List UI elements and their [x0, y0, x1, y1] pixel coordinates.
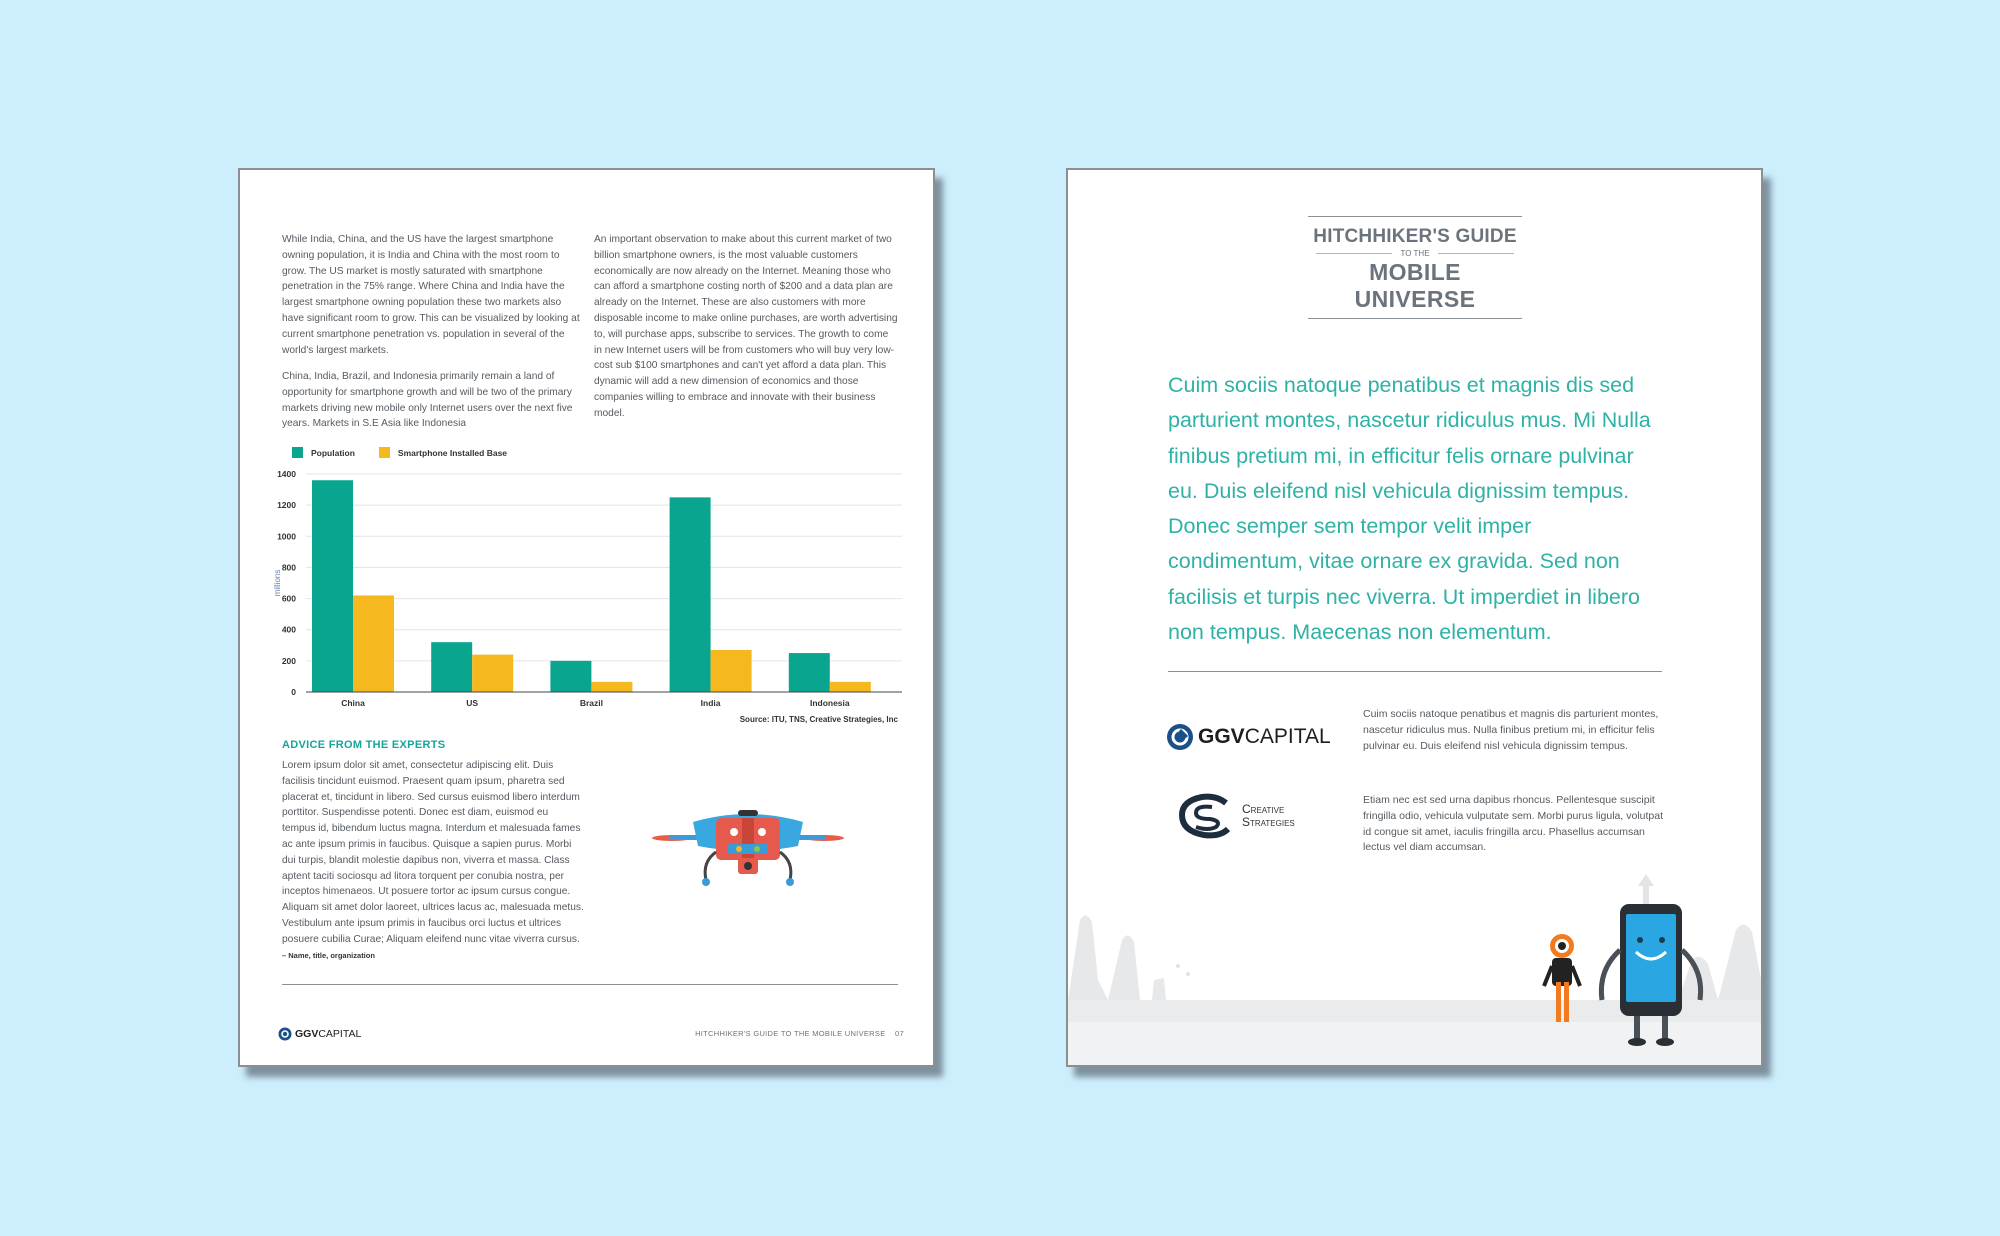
creative-strategies-logo	[1176, 793, 1295, 839]
bar-chart	[270, 466, 910, 716]
title-top: HITCHHIKER'S GUIDE	[1313, 226, 1517, 247]
chart-legend	[292, 447, 531, 458]
y-tick-label: 800	[281, 562, 296, 573]
intro-paragraph-1: While India, China, and the US have the largest smartphone owning population, it is India and China with the most room to grow. The US market is mostly saturated with smartphone penetration in the 75% range. Where China and India have the largest smartphone owning population these two markets also have significant room to grow. This can be visualized by looking at current smartphone penetration vs. population in several of the world's largest markets.	[282, 234, 580, 356]
legend-label-population: Population	[311, 447, 355, 458]
quote-paragraph: Cuim sociis natoque penatibus et magnis dis sed parturient montes, nascetur ridiculus mus. Mi Nulla finibus pretium mi, in efficitur felis ornare pulvinar eu. Duis eleifend nisl vehicula dignissim tempus. Donec semper sem tempor velit imper condimentum, vitae ornare ex gravida. Sed non facilisis et turpis nec viverra. Ut imperdiet in libero non tempus. Maecenas non elementum.	[1168, 373, 1651, 645]
footer-guide-title: HITCHHIKER'S GUIDE TO THE MOBILE UNIVERSE	[695, 1029, 886, 1038]
legend-item-smartphone	[379, 447, 507, 458]
quote-divider	[1168, 671, 1662, 672]
page-number: 07	[895, 1029, 904, 1038]
y-tick-label: 600	[281, 593, 296, 604]
right-column-paragraph: An important observation to make about this current market of two billion smartphone owners, is the most valuable customers economically are now already on the Internet. Meaning those who can afford a smartphone costing north of $200 and a data plan are already on the Internet. These are also customers with more disposable income to make online purchases, are worth advertising to, will purchase apps, subscribe to services. The growth to come in new Internet users will be from customers who will buy very low-cost sub $100 smartphones and can't yet afford a data plan. This dynamic will add a new dimension of economics and those companies willing to embrace and innovate with their business model.	[594, 234, 898, 419]
x-tick-label: Indonesia	[809, 698, 850, 708]
y-tick-label: 1400	[277, 469, 296, 479]
footer-logo-bold: GGV	[295, 1028, 319, 1040]
ggv-logo-light: CAPITAL	[1244, 725, 1331, 748]
title-mid-dash-right	[1438, 253, 1514, 254]
guide-title-block	[1308, 216, 1522, 319]
footer-divider	[282, 984, 898, 985]
bar-smartphone-installed-base-china	[353, 595, 394, 692]
advice-attribution: – Name, title, organization	[282, 950, 375, 960]
cs-logo-line-2: Strategies	[1242, 815, 1295, 829]
cs-logo-icon	[1176, 793, 1234, 839]
bar-population-indonesia	[789, 653, 830, 692]
bar-smartphone-installed-base-indonesia	[830, 682, 871, 692]
legend-swatch-smartphone	[379, 447, 390, 458]
y-tick-label: 400	[281, 624, 296, 635]
footer-logo-light: CAPITAL	[318, 1028, 362, 1040]
bar-smartphone-installed-base-us	[472, 655, 513, 692]
x-tick-label: China	[341, 698, 365, 708]
robot-scene-illustration	[1068, 870, 1763, 1067]
title-mid-dash-left	[1316, 253, 1392, 254]
footer-ggv-logo	[278, 1027, 361, 1041]
x-tick-label: Brazil	[579, 698, 603, 708]
ggv-logo-icon	[278, 1027, 292, 1041]
y-tick-label: 1200	[277, 500, 296, 511]
legend-label-smartphone: Smartphone Installed Base	[397, 447, 508, 458]
title-mid: TO THE	[1400, 249, 1430, 258]
ggv-logo-icon	[1166, 723, 1194, 751]
cs-description: Etiam nec est sed urna dapibus rhoncus. Pellentesque suscipit fringilla odio, vehicula vulputate sem. Morbi purus ligula, volutpat id congue sit amet, iaculis fringilla arcu. Phasellus accumsan lectus vel diam accumsan.	[1363, 794, 1663, 854]
advice-body	[282, 758, 584, 963]
legend-swatch-population	[292, 447, 303, 458]
title-rule-bottom	[1308, 318, 1522, 319]
title-bottom: MOBILE UNIVERSE	[1354, 259, 1476, 312]
y-tick-label: 1000	[277, 531, 296, 542]
y-tick-label: 0	[291, 687, 296, 697]
chart-source: Source: ITU, TNS, Creative Strategies, Inc	[739, 715, 898, 724]
title-mid-row	[1308, 249, 1522, 258]
advice-heading: ADVICE FROM THE EXPERTS	[282, 739, 446, 751]
bar-population-china	[312, 480, 353, 692]
intro-paragraph-2: China, India, Brazil, and Indonesia primarily remain a land of opportunity for smartphone growth and will be two of the primary markets driving new mobile only Internet users over the next five years. Markets in S.E Asia like Indonesia	[282, 371, 573, 430]
x-tick-label: India	[700, 698, 721, 708]
right-brochure-page	[1066, 168, 1763, 1067]
y-axis-label: millions	[273, 569, 282, 597]
footer-guide	[664, 1029, 904, 1038]
bar-population-india	[670, 497, 711, 692]
left-brochure-page	[238, 168, 935, 1067]
ggv-capital-logo	[1166, 723, 1331, 751]
advice-body-text: Lorem ipsum dolor sit amet, consectetur adipiscing elit. Duis facilisis tincidunt euismod. Praesent quam ipsum, pharetra sed placerat et, tincidunt in libero. Sed cursus euismod libero interdum porttitor. Suspendisse potenti. Donec est diam, euismod eu tempus id, bibendum luctus magna. Interdum et malesuada fames ac ante ipsum primis in faucibus. Quisque a sapien purus. Morbi dui turpis, blandit molestie dapibus non, viverra et massa. Class aptent taciti sociosqu ad litora torquent per conubia nostra, per inceptos himenaeos. Ut posuere tortor ac ipsum cursus congue. Aliquam sit amet dolor laoreet, ultrices lacus ac, malesuada metus. Vestibulum ante ipsum primis in faucibus orci luctus et ultrices posuere cubilia Curae; Aliquam eleifend nunc vitae viverra cursus.	[282, 760, 584, 945]
y-tick-label: 200	[281, 655, 296, 666]
bar-smartphone-installed-base-india	[711, 650, 752, 692]
x-tick-label: US	[466, 698, 479, 708]
bar-population-brazil	[550, 661, 591, 692]
cs-logo-text	[1242, 803, 1295, 829]
drone-illustration	[648, 802, 848, 902]
bar-smartphone-installed-base-brazil	[591, 682, 632, 692]
cs-logo-line-1: Creative	[1242, 802, 1285, 816]
ggv-description: Cuim sociis natoque penatibus et magnis dis parturient montes, nascetur ridiculus mus. Nulla finibus pretium mi, in efficitur felis pulvinar eu. Duis eleifend nisl vehicula dignissim tempus.	[1363, 708, 1659, 752]
legend-item-population	[292, 447, 355, 458]
bar-population-us	[431, 642, 472, 692]
ggv-logo-bold: GGV	[1198, 725, 1245, 748]
